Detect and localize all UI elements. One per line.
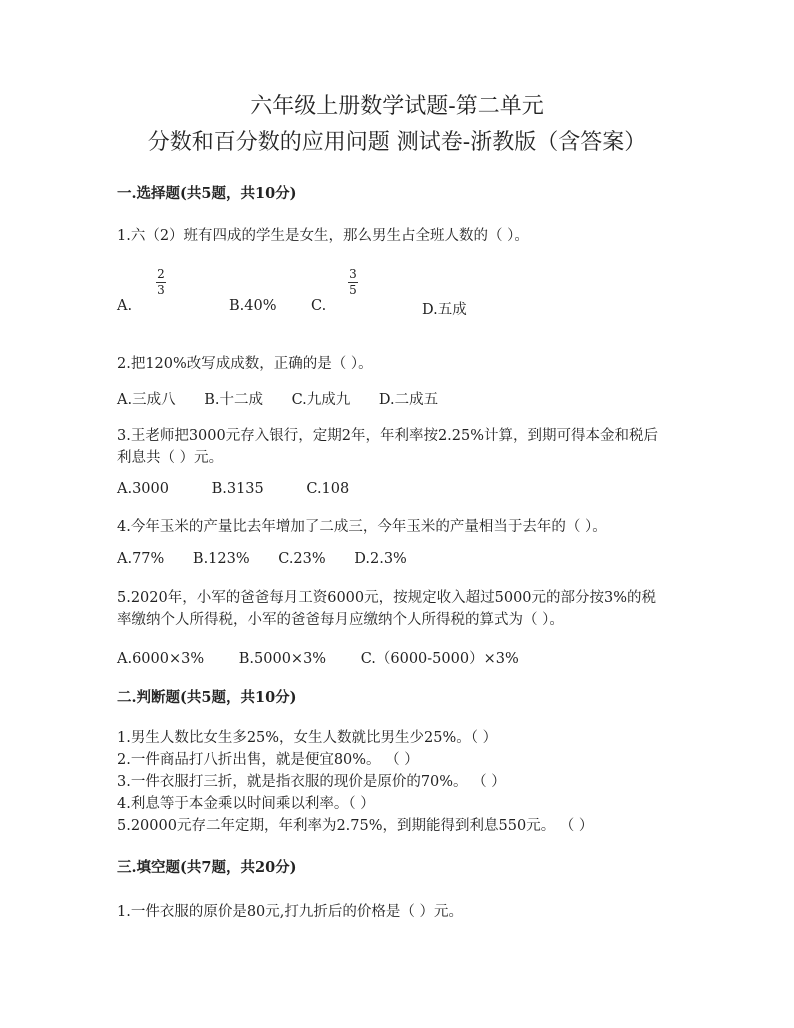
choice-question-4: 4.今年玉米的产量比去年增加了二成三，今年玉米的产量相当于去年的（ ）。 bbox=[117, 519, 607, 535]
option-a: A.6000×3% bbox=[117, 651, 205, 667]
option-d: D.二成五 bbox=[378, 392, 439, 408]
choice-question-1: 1.六（2）班有四成的学生是女生，那么男生占全班人数的（ ）。 bbox=[117, 228, 529, 244]
section-heading-judgment: 二.判断题(共5题，共10分) bbox=[117, 689, 297, 706]
option-c: C.（6000-5000）×3% bbox=[360, 651, 519, 667]
choice-question-3-line2: 利息共（ ）元。 bbox=[117, 450, 224, 466]
option-c: C.23% bbox=[278, 551, 326, 567]
judgment-item-1: 1.男生人数比女生多25%，女生人数就比男生少25%。（ ） bbox=[117, 730, 498, 746]
option-d: D.2.3% bbox=[354, 551, 407, 567]
option-a: A.三成八 bbox=[117, 392, 176, 408]
option-a: A.3000 bbox=[117, 481, 169, 497]
document-title-line1: 六年级上册数学试题-第二单元 bbox=[250, 94, 544, 119]
option-b: B.123% bbox=[192, 551, 250, 567]
section-heading-fill-in: 三.填空题(共7题，共20分) bbox=[117, 859, 297, 876]
document-title-line2: 分数和百分数的应用问题 测试卷-浙教版（含答案） bbox=[147, 130, 647, 155]
option-b: B.5000×3% bbox=[238, 651, 327, 667]
option-b: B.40% bbox=[229, 298, 277, 314]
choice-question-5-line2: 率缴纳个人所得税，小军的爸爸每月应缴纳个人所得税的算式为（ ）。 bbox=[117, 612, 564, 628]
option-d: D.五成 bbox=[422, 302, 467, 318]
fraction-denominator: 5 bbox=[349, 283, 357, 297]
judgment-item-3: 3.一件衣服打三折，就是指衣服的现价是原价的70%。 （ ） bbox=[117, 774, 506, 790]
choice-question-3-line1: 3.王老师把3000元存入银行，定期2年，年利率按2.25%计算，到期可得本金和税后 bbox=[117, 428, 659, 444]
fill-in-question-1: 1.一件衣服的原价是80元,打九折后的价格是（ ）元。 bbox=[117, 904, 464, 920]
fraction-numerator: 2 bbox=[157, 267, 165, 281]
option-c: C.108 bbox=[306, 481, 350, 497]
fraction-numerator: 3 bbox=[349, 267, 357, 281]
choice-question-4-options bbox=[117, 551, 407, 567]
judgment-item-2: 2.一件商品打八折出售，就是便宜80%。 （ ） bbox=[117, 752, 419, 768]
choice-question-5-line1: 5.2020年，小军的爸爸每月工资6000元，按规定收入超过5000元的部分按3%的税 bbox=[117, 590, 657, 606]
option-a-label: A. bbox=[117, 298, 133, 314]
choice-question-5-options bbox=[117, 647, 519, 668]
judgment-item-5: 5.20000元存二年定期，年利率为2.75%，到期能得到利息550元。 （ ） bbox=[117, 818, 594, 834]
option-b: B.3135 bbox=[211, 481, 264, 497]
choice-question-3-options bbox=[117, 481, 349, 497]
option-c-label: C. bbox=[311, 298, 327, 314]
option-a: A.77% bbox=[117, 551, 165, 567]
option-a-fraction bbox=[156, 268, 166, 297]
option-b: B.十二成 bbox=[204, 392, 263, 408]
section-heading-choice: 一.选择题(共5题，共10分) bbox=[117, 185, 297, 202]
option-c-fraction bbox=[348, 268, 358, 297]
judgment-item-4: 4.利息等于本金乘以时间乘以利率。（ ） bbox=[117, 796, 375, 812]
choice-question-2-options bbox=[117, 388, 438, 409]
fraction-denominator: 3 bbox=[157, 283, 165, 297]
choice-question-2: 2.把120%改写成成数，正确的是（ ）。 bbox=[117, 356, 373, 372]
option-c: C.九成九 bbox=[291, 392, 351, 408]
